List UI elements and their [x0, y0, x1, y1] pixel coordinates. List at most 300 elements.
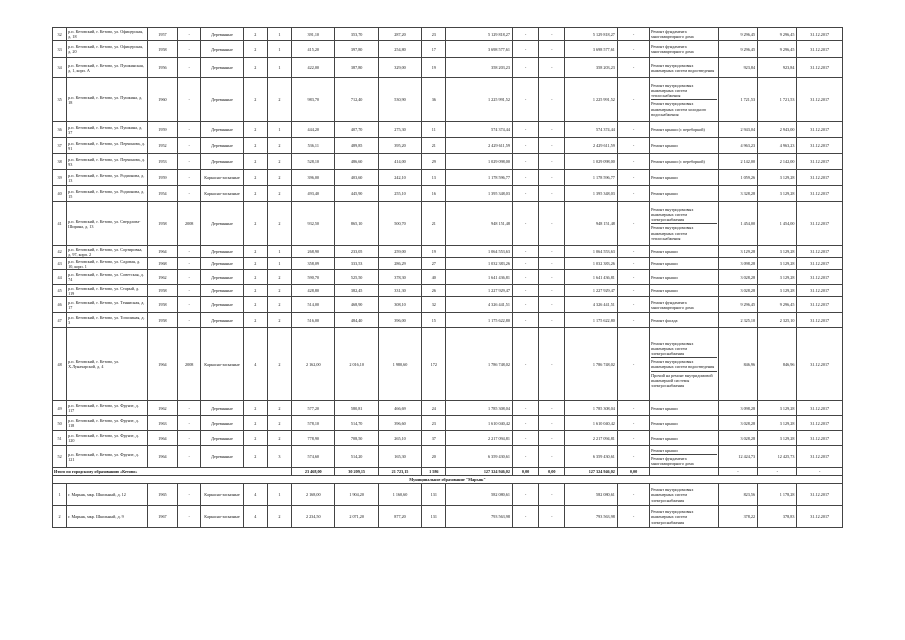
address-cell: р.п. Кетовский, г. Кетово, ул. Свердлова-Ширина, д. 13 [67, 202, 148, 246]
entrances-cell: 2 [267, 138, 291, 154]
total-area-cell: 574,60 [292, 446, 335, 468]
year-reconstructed-cell: - [178, 246, 201, 258]
work-type-cell [650, 170, 719, 186]
table-row [53, 484, 843, 506]
year-reconstructed-cell: - [178, 431, 201, 446]
wall-material-cell: Каркасно-засыпные [201, 506, 243, 528]
floors-cell: 2 [243, 58, 267, 78]
row-number: 44 [53, 270, 67, 285]
year-reconstructed-cell: - [178, 28, 201, 41]
work-type-line: Ремонт крыши [651, 261, 678, 267]
fund-other-cell: - [617, 246, 649, 258]
wall-material-cell: Деревянные [201, 446, 243, 468]
completion-date-cell: 31.12.2017 [797, 313, 843, 328]
section-title: Муниципальное образование "Марьяк" [53, 476, 843, 484]
table-row [53, 313, 843, 328]
fund-owners-cell: 358 203,23 [565, 58, 617, 78]
cost-total-cell: 1 064 553,63 [446, 246, 513, 258]
wall-material-cell: Деревянные [201, 78, 243, 122]
fund-regional-cell: - [539, 58, 565, 78]
address-cell: р.п. Кетовский, г. Кетово, ул. Перчинова, д. 93 [67, 154, 148, 170]
total-c1-cell: - [718, 468, 757, 476]
unit-cost-limit-cell: 2 325,10 [758, 313, 797, 328]
area-residential-cell: 259,00 [378, 246, 421, 258]
wall-material-cell: Деревянные [201, 431, 243, 446]
fund-owners-cell: 574 374,44 [565, 122, 617, 138]
residents-cell: 17 [422, 41, 446, 58]
area-premises-cell: 403,60 [335, 170, 378, 186]
fund-regional-cell: - [539, 41, 565, 58]
area-residential-cell: 286,29 [378, 258, 421, 270]
work-type-cell [650, 28, 719, 41]
total-f3-cell: 127 324 946,02 [565, 468, 617, 476]
work-type-line: Ремонт фундамента многоквартирного дома [651, 299, 694, 310]
cost-total-cell: 5 129 818,27 [446, 28, 513, 41]
area-residential-cell: 275,30 [378, 122, 421, 138]
fund-owners-cell: 1 029 098,00 [565, 154, 617, 170]
fund-other-cell: - [617, 28, 649, 41]
fund-federal-cell: - [512, 28, 538, 41]
area-residential-cell: 500,70 [378, 202, 421, 246]
area-residential-cell: 287,20 [378, 28, 421, 41]
fund-regional-cell: - [539, 484, 565, 506]
address-cell: р.п. Кетовский, г. Кетово, ул. Теннисная, д. 17 [67, 297, 148, 313]
completion-date-cell: 31.12.2017 [797, 401, 843, 416]
total-label: Итого по городскому образованию «Кетово» [53, 468, 292, 476]
area-premises-cell: 514,70 [335, 416, 378, 431]
total-c2-cell: - [758, 468, 797, 476]
area-residential-cell: 308,10 [378, 297, 421, 313]
area-residential-cell: 1 980,60 [378, 328, 421, 401]
row-number: 33 [53, 41, 67, 58]
completion-date-cell: 31.12.2017 [797, 202, 843, 246]
floors-cell: 2 [243, 170, 267, 186]
floors-cell: 2 [243, 297, 267, 313]
year-built-cell: 1965 [147, 484, 177, 506]
wall-material-cell: Каркасно-засыпные [201, 186, 243, 202]
fund-other-cell: - [617, 297, 649, 313]
total-area-cell: 391,10 [292, 28, 335, 41]
total-area-cell: 577,20 [292, 401, 335, 416]
completion-date-cell: 31.12.2017 [797, 270, 843, 285]
unit-cost-cell: 3 028,28 [718, 416, 757, 431]
unit-cost-cell: 1 721,53 [718, 78, 757, 122]
fund-other-cell: - [617, 431, 649, 446]
year-reconstructed-cell: 2008 [178, 202, 201, 246]
total-area-cell: 528,10 [292, 154, 335, 170]
unit-cost-cell: 3 129,28 [718, 246, 757, 258]
year-built-cell: 1968 [147, 258, 177, 270]
completion-date-cell: 31.12.2017 [797, 58, 843, 78]
table-row [53, 202, 843, 246]
fund-owners-cell: 2 217 094,81 [565, 431, 617, 446]
fund-owners-cell: 1 786 748,02 [565, 328, 617, 401]
work-type-cell [650, 138, 719, 154]
work-type-line: Ремонт крыши [651, 249, 678, 255]
residents-cell: 29 [422, 154, 446, 170]
entrances-cell: 1 [267, 41, 291, 58]
completion-date-cell: 31.12.2017 [797, 246, 843, 258]
year-reconstructed-cell: - [178, 258, 201, 270]
fund-federal-cell: - [512, 122, 538, 138]
area-premises-cell: 484,40 [335, 313, 378, 328]
completion-date-cell: 31.12.2017 [797, 285, 843, 297]
entrances-cell: 2 [267, 431, 291, 446]
fund-other-cell: - [617, 313, 649, 328]
total-work-cell [650, 468, 719, 476]
total-area-cell: 2 162,00 [292, 328, 335, 401]
year-reconstructed-cell: - [178, 58, 201, 78]
area-premises-cell: 708,50 [335, 431, 378, 446]
cost-total-cell: 1 610 040,42 [446, 416, 513, 431]
row-number: 38 [53, 154, 67, 170]
area-premises-cell: 387,80 [335, 58, 378, 78]
cost-total-cell: 574 374,44 [446, 122, 513, 138]
residents-cell: 131 [422, 484, 446, 506]
fund-regional-cell: - [539, 170, 565, 186]
fund-regional-cell: - [539, 416, 565, 431]
work-type-cell [650, 313, 719, 328]
address-cell: р.п. Кетовский, г. Кетово, ул. Родионова, д. 15 [67, 186, 148, 202]
work-type-line: Ремонт крыши (с переборкой) [651, 159, 705, 165]
table-row [53, 122, 843, 138]
table-row [53, 506, 843, 528]
address-cell: р.п. Кетовский, г. Кетово, ул. Фрунзе, д. 118 [67, 416, 148, 431]
fund-other-cell: - [617, 328, 649, 401]
fund-owners-cell: 5 129 818,27 [565, 28, 617, 41]
table-row [53, 431, 843, 446]
fund-other-cell: - [617, 506, 649, 528]
table-row [53, 246, 843, 258]
address-cell: р.п. Кетовский, г. Кетово, ул. Фрунзе, д. 117 [67, 401, 148, 416]
unit-cost-cell: 2 142,00 [718, 154, 757, 170]
row-number: 34 [53, 58, 67, 78]
total-a2-cell: 30 209,15 [335, 468, 378, 476]
unit-cost-cell: 3 028,28 [718, 431, 757, 446]
total-f4-cell: 0,00 [617, 468, 649, 476]
year-built-cell: 1953 [147, 154, 177, 170]
unit-cost-limit-cell: 1 454,00 [758, 202, 797, 246]
address-cell: р.п. Кетовский, г. Кетово, ул. Фрунзе, д. 120 [67, 431, 148, 446]
fund-regional-cell: - [539, 328, 565, 401]
year-built-cell: 1957 [147, 28, 177, 41]
table-row [53, 297, 843, 313]
unit-cost-cell: 4 963,23 [718, 138, 757, 154]
work-type-cell [650, 202, 719, 246]
unit-cost-cell: 3 028,28 [718, 270, 757, 285]
year-built-cell: 1964 [147, 246, 177, 258]
wall-material-cell: Деревянные [201, 285, 243, 297]
row-number: 50 [53, 416, 67, 431]
unit-cost-cell: 9 296,45 [718, 28, 757, 41]
completion-date-cell: 31.12.2017 [797, 41, 843, 58]
year-reconstructed-cell: - [178, 78, 201, 122]
fund-federal-cell: - [512, 154, 538, 170]
unit-cost-limit-cell: 3 129,28 [758, 258, 797, 270]
year-built-cell: 1962 [147, 270, 177, 285]
entrances-cell: 2 [267, 186, 291, 202]
fund-federal-cell: - [512, 41, 538, 58]
residents-cell: 37 [422, 431, 446, 446]
total-area-cell: 590,70 [292, 270, 335, 285]
work-type-line: Ремонт внутридомовых инженерных систем электроснабжения [651, 340, 717, 359]
area-premises-cell: 407,70 [335, 122, 378, 138]
fund-other-cell: - [617, 78, 649, 122]
row-number: 43 [53, 258, 67, 270]
area-premises-cell: 486,60 [335, 154, 378, 170]
row-number: 46 [53, 297, 67, 313]
unit-cost-cell: 3 328,28 [718, 186, 757, 202]
year-built-cell: 1964 [147, 431, 177, 446]
wall-material-cell: Деревянные [201, 270, 243, 285]
total-row [53, 468, 843, 476]
fund-other-cell: - [617, 285, 649, 297]
table-row [53, 258, 843, 270]
year-reconstructed-cell: - [178, 446, 201, 468]
unit-cost-limit-cell: 9 296,45 [758, 297, 797, 313]
total-area-cell: 983,70 [292, 78, 335, 122]
unit-cost-limit-cell: 9 296,45 [758, 41, 797, 58]
residents-cell: 19 [422, 246, 446, 258]
fund-other-cell: - [617, 258, 649, 270]
year-built-cell: 1963 [147, 416, 177, 431]
unit-cost-cell: 378,22 [718, 506, 757, 528]
fund-regional-cell: - [539, 138, 565, 154]
cost-total-cell: 2 429 611,59 [446, 138, 513, 154]
residents-cell: 11 [422, 122, 446, 138]
fund-regional-cell: - [539, 154, 565, 170]
total-area-cell: 516,00 [292, 313, 335, 328]
total-area-cell: 268,90 [292, 246, 335, 258]
fund-regional-cell: - [539, 506, 565, 528]
unit-cost-limit-cell: 3 129,28 [758, 170, 797, 186]
work-type-cell [650, 285, 719, 297]
work-type-line: Ремонт внутридомовых инженерных систем теплоснабжения [651, 82, 717, 101]
fund-other-cell: - [617, 170, 649, 186]
area-residential-cell: 265,10 [378, 431, 421, 446]
unit-cost-limit-cell: 3 129,28 [758, 186, 797, 202]
work-type-line: Ремонт внутридомовых инженерных систем водоотведения [651, 62, 715, 73]
residents-cell: 172 [422, 328, 446, 401]
wall-material-cell: Деревянные [201, 154, 243, 170]
floors-cell: 2 [243, 138, 267, 154]
table-row [53, 270, 843, 285]
unit-cost-limit-cell: 3 129,28 [758, 285, 797, 297]
total-a3-cell: 21 723,15 [378, 468, 421, 476]
unit-cost-limit-cell: 378,83 [758, 506, 797, 528]
area-premises-cell: 712,40 [335, 78, 378, 122]
work-type-line: Ремонт крыши [651, 274, 678, 280]
entrances-cell: 1 [267, 28, 291, 41]
area-residential-cell: 396,00 [378, 313, 421, 328]
floors-cell: 2 [243, 122, 267, 138]
work-type-line: Ремонт внутридомовых инженерных систем электроснабжения [651, 206, 717, 225]
wall-material-cell: Деревянные [201, 28, 243, 41]
address-cell: р.п. Кетовский, г. Кетово, ул. Офицерская, д. 18 [67, 28, 148, 41]
work-type-line: Ремонт внутридомовых инженерных систем холодного водоснабжения [651, 101, 707, 117]
cost-total-cell: 1 029 098,00 [446, 154, 513, 170]
address-cell: р.п. Кетовский, г. Кетово, ул. Офицерская, д. 20 [67, 41, 148, 58]
unit-cost-cell: 2 943,04 [718, 122, 757, 138]
unit-cost-limit-cell: 2 142,00 [758, 154, 797, 170]
area-residential-cell: 396,60 [378, 416, 421, 431]
work-type-cell [650, 78, 719, 122]
unit-cost-cell: 2 325,10 [718, 313, 757, 328]
register-table-sheet [52, 27, 843, 528]
area-residential-cell: 331,30 [378, 285, 421, 297]
unit-cost-limit-cell: 3 129,28 [758, 401, 797, 416]
row-number: 40 [53, 186, 67, 202]
entrances-cell: 1 [267, 246, 291, 258]
area-residential-cell: 1 160,60 [378, 484, 421, 506]
completion-date-cell: 31.12.2017 [797, 506, 843, 528]
total-area-cell: 514,00 [292, 297, 335, 313]
year-reconstructed-cell: - [178, 154, 201, 170]
work-type-line: Ремонт фундамента многоквартирного дома [651, 455, 694, 466]
floors-cell: 4 [243, 328, 267, 401]
fund-other-cell: - [617, 154, 649, 170]
total-area-cell: 422,00 [292, 58, 335, 78]
row-number: 2 [53, 506, 67, 528]
entrances-cell: 1 [267, 484, 291, 506]
fund-other-cell: - [617, 138, 649, 154]
total-area-cell: 358,09 [292, 258, 335, 270]
work-type-line: Ремонт крыши [651, 143, 678, 149]
completion-date-cell: 31.12.2017 [797, 258, 843, 270]
table-row [53, 170, 843, 186]
address-cell: р.п. Кетовский, г. Кетово, ул. Тополиная, д. 3 [67, 313, 148, 328]
fund-federal-cell: - [512, 506, 538, 528]
unit-cost-limit-cell: 12 425,73 [758, 446, 797, 468]
entrances-cell: 2 [267, 416, 291, 431]
entrances-cell: 3 [267, 446, 291, 468]
fund-federal-cell: - [512, 170, 538, 186]
work-type-line: Ремонт внутридомовых инженерных систем электроснабжения [651, 509, 694, 525]
cost-total-cell: 582 080,61 [446, 484, 513, 506]
cost-total-cell: 1 175 622,80 [446, 313, 513, 328]
area-residential-cell: 877,20 [378, 506, 421, 528]
row-number: 42 [53, 246, 67, 258]
work-type-cell [650, 401, 719, 416]
fund-regional-cell: - [539, 246, 565, 258]
area-premises-cell: 468,90 [335, 297, 378, 313]
work-type-cell [650, 484, 719, 506]
fund-federal-cell: - [512, 138, 538, 154]
fund-owners-cell: 1 175 622,80 [565, 313, 617, 328]
cost-total-cell: 1 785 308,04 [446, 401, 513, 416]
unit-cost-cell: 12 424,73 [718, 446, 757, 468]
fund-federal-cell: - [512, 328, 538, 401]
unit-cost-cell: 823,56 [718, 484, 757, 506]
year-built-cell: 1952 [147, 138, 177, 154]
residents-cell: 32 [422, 297, 446, 313]
year-built-cell: 1958 [147, 297, 177, 313]
unit-cost-cell: 3 098,28 [718, 401, 757, 416]
unit-cost-limit-cell: 846,96 [758, 328, 797, 401]
wall-material-cell: Деревянные [201, 58, 243, 78]
address-cell: р.п. Кетовский, г. Кетово, ул. Советская, д. 74 [67, 270, 148, 285]
address-cell: р.п. Кетовский, г. Кетово, ул. Перчинова, д. 91 [67, 138, 148, 154]
wall-material-cell: Деревянные [201, 401, 243, 416]
fund-federal-cell: - [512, 446, 538, 468]
address-cell: г. Марьяк, мкр. Школьный, д. 9 [67, 506, 148, 528]
address-cell: р.п. Кетовский, г. Кетово, ул. Х.Луначарской, д. 4 [67, 328, 148, 401]
entrances-cell: 1 [267, 258, 291, 270]
floors-cell: 2 [243, 270, 267, 285]
floors-cell: 2 [243, 313, 267, 328]
row-number: 32 [53, 28, 67, 41]
fund-owners-cell: 1 178 596,77 [565, 170, 617, 186]
residents-cell: 16 [422, 186, 446, 202]
work-type-line: Прочий на ремонт внутридомовой инженерной системы электроснабжения [651, 372, 713, 389]
completion-date-cell: 31.12.2017 [797, 170, 843, 186]
work-type-cell [650, 58, 719, 78]
year-reconstructed-cell: - [178, 170, 201, 186]
year-built-cell: 1964 [147, 446, 177, 468]
area-premises-cell: 2 071,20 [335, 506, 378, 528]
area-residential-cell: 165,30 [378, 446, 421, 468]
completion-date-cell: 31.12.2017 [797, 416, 843, 431]
fund-owners-cell: 1 395 348,03 [565, 186, 617, 202]
unit-cost-cell: 9 296,45 [718, 297, 757, 313]
floors-cell: 2 [243, 41, 267, 58]
fund-owners-cell: 2 429 611,59 [565, 138, 617, 154]
entrances-cell: 2 [267, 285, 291, 297]
work-type-cell [650, 328, 719, 401]
table-row [53, 41, 843, 58]
row-number: 41 [53, 202, 67, 246]
area-premises-cell: 353,70 [335, 28, 378, 41]
work-type-line: Ремонт крыши [651, 405, 678, 411]
fund-other-cell: - [617, 270, 649, 285]
address-cell: р.п. Кетовский, г. Кетово, ул. Старый, д. 119 [67, 285, 148, 297]
address-cell: р.п. Кетовский, г. Кетово, ул. Пушкина, д. 37 [67, 122, 148, 138]
work-type-cell [650, 270, 719, 285]
year-reconstructed-cell: - [178, 270, 201, 285]
fund-federal-cell: - [512, 297, 538, 313]
unit-cost-limit-cell: 3 129,28 [758, 431, 797, 446]
cost-total-cell: 1 786 748,02 [446, 328, 513, 401]
fund-other-cell: - [617, 202, 649, 246]
total-area-cell: 415,20 [292, 41, 335, 58]
completion-date-cell: 31.12.2017 [797, 431, 843, 446]
unit-cost-limit-cell: 1 178,28 [758, 484, 797, 506]
work-type-line: Ремонт внутридомовых инженерных систем электроснабжения [651, 487, 694, 503]
work-type-cell [650, 446, 719, 468]
floors-cell: 4 [243, 484, 267, 506]
fund-regional-cell: - [539, 431, 565, 446]
fund-federal-cell: - [512, 313, 538, 328]
completion-date-cell: 31.12.2017 [797, 122, 843, 138]
floors-cell: 2 [243, 416, 267, 431]
row-number: 35 [53, 78, 67, 122]
entrances-cell: 1 [267, 58, 291, 78]
work-type-line: Ремонт крыши [651, 435, 678, 441]
year-reconstructed-cell: - [178, 122, 201, 138]
fund-federal-cell: - [512, 58, 538, 78]
work-type-line: Ремонт фасада [651, 317, 678, 323]
unit-cost-limit-cell: 1 721,53 [758, 78, 797, 122]
unit-cost-limit-cell: 9 296,45 [758, 28, 797, 41]
fund-regional-cell: - [539, 446, 565, 468]
table-row [53, 416, 843, 431]
residents-cell: 27 [422, 258, 446, 270]
table-row [53, 328, 843, 401]
work-type-cell [650, 246, 719, 258]
table-row [53, 28, 843, 41]
fund-other-cell: - [617, 41, 649, 58]
unit-cost-limit-cell: 3 129,28 [758, 416, 797, 431]
